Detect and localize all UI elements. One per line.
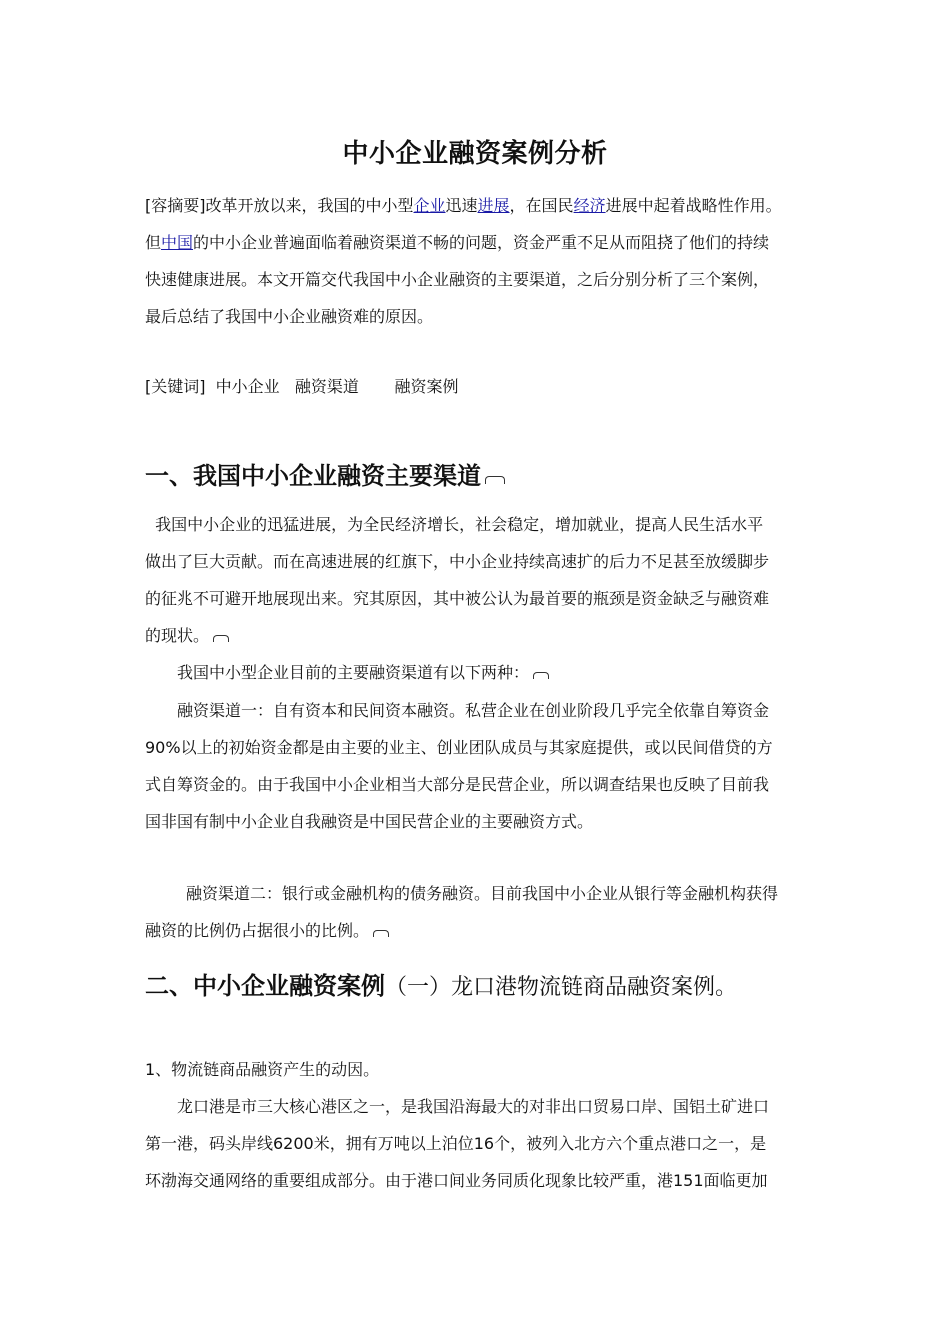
abstract-text: [容摘要]改革开放以来，我国的中小型 [145, 196, 414, 215]
body-line: 第一港，码头岸线6200米，拥有万吨以上泊位16个，被列入北方六个重点港口之一，是 [145, 1134, 767, 1153]
body-line: 式自筹资金的。由于我国中小企业相当大部分是民营企业，所以调查结果也反映了目前我 [145, 775, 770, 794]
body-line: 做出了巨大贡献。而在高速进展的红旗下，中小企业持续高速扩的后力不足甚至放缓脚步 [145, 552, 770, 571]
section-1-heading-text: 一、我国中小企业融资主要渠道 [145, 462, 481, 490]
abstract-text: ，在国民 [509, 196, 574, 215]
subheading: 1、物流链商品融资产生的动因。 [145, 1060, 380, 1079]
body-line [145, 625, 229, 647]
abstract-line-3: 快速健康进展。本文开篇交代我国中小企业融资的主要渠道，之后分别分析了三个案例， [145, 270, 770, 289]
body-line: 环渤海交通网络的重要组成部分。由于港口间业务同质化现象比较严重，港151面临更加 [145, 1171, 768, 1190]
abstract-line-1 [145, 195, 782, 217]
paragraph-mark-icon [533, 672, 549, 679]
body-text: 我国中小型企业目前的主要融资渠道有以下两种： [177, 663, 530, 682]
paragraph-mark-icon [485, 476, 505, 484]
section-2-heading-normal: （一）龙口港物流链商品融资案例。 [385, 975, 738, 1000]
abstract-text: 进展中起着战略性作用。 [605, 196, 782, 215]
body-line: 的征兆不可避开地展现出来。究其原因，其中被公认为最首要的瓶颈是资金缺乏与融资难 [145, 589, 770, 608]
section-2-heading [145, 966, 737, 1001]
link-enterprise[interactable]: 企业 [413, 196, 446, 215]
section-2-heading-bold: 二、中小企业融资案例 [145, 972, 385, 1000]
section-1-heading [145, 456, 505, 491]
document-title: 中小企业融资案例分析 [342, 139, 608, 169]
abstract-line-4: 最后总结了我国中小企业融资难的原因。 [145, 307, 434, 326]
paragraph-mark-icon [373, 930, 389, 937]
abstract-text: 迅速 [445, 196, 478, 215]
abstract-line-2 [145, 232, 769, 254]
body-line: 融资渠道二：银行或金融机构的债务融资。目前我国中小企业从银行等金融机构获得 [186, 884, 779, 903]
keywords-line: [关键词] 中小企业 融资渠道 融资案例 [145, 377, 459, 396]
body-line: 我国中小企业的迅猛进展，为全民经济增长，社会稳定，增加就业，提高人民生活水平 [145, 515, 764, 534]
body-line [177, 662, 549, 684]
abstract-text: 的中小企业普遍面临着融资渠道不畅的问题，资金严重不足从而阻挠了他们的持续 [193, 233, 770, 252]
body-line: 国非国有制中小企业自我融资是中国民营企业的主要融资方式。 [145, 812, 594, 831]
body-text: 的现状。 [145, 626, 210, 645]
link-china[interactable]: 中国 [161, 233, 194, 252]
body-line: 90%以上的初始资金都是由主要的业主、创业团队成员与其家庭提供，或以民间借贷的方 [145, 738, 773, 757]
body-text: 融资的比例仍占据很小的比例。 [145, 921, 370, 940]
body-line: 龙口港是市三大核心港区之一，是我国沿海最大的对非出口贸易口岸、国铝土矿进口 [177, 1097, 770, 1116]
paragraph-mark-icon [213, 635, 229, 642]
link-development[interactable]: 进展 [477, 196, 510, 215]
body-line [145, 920, 389, 942]
body-line: 融资渠道一：自有资本和民间资本融资。私营企业在创业阶段几乎完全依靠自筹资金 [177, 701, 770, 720]
abstract-text: 但 [145, 233, 162, 252]
link-economy[interactable]: 经济 [573, 196, 606, 215]
